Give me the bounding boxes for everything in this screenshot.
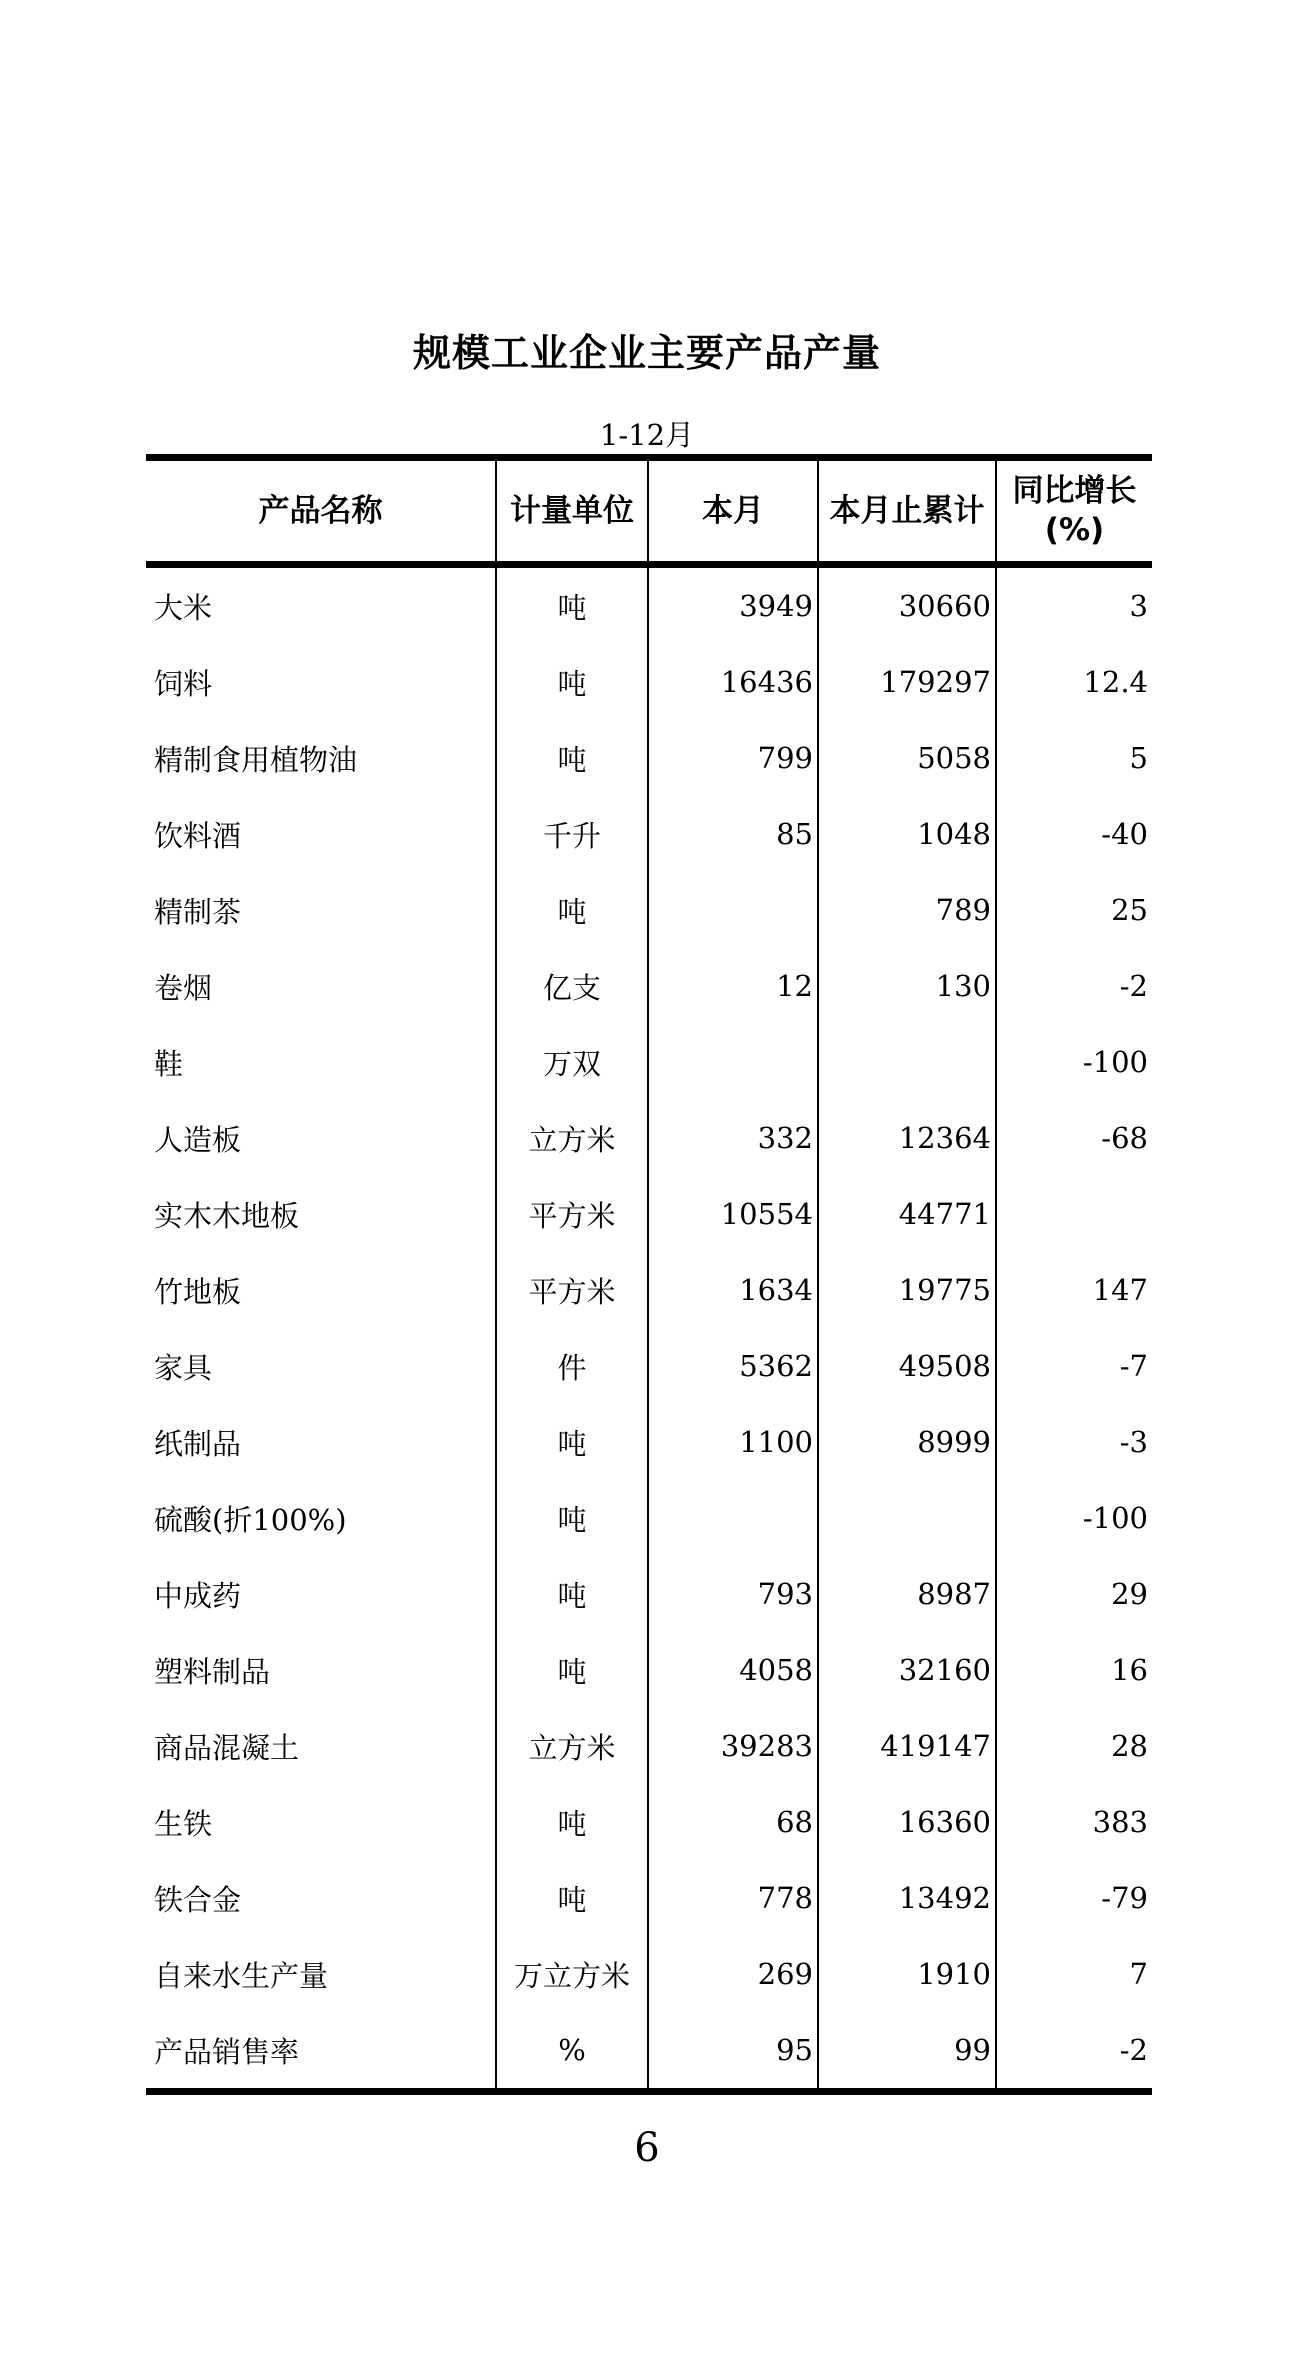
table-body bbox=[146, 565, 1152, 2092]
unit-cell: 吨 bbox=[496, 720, 648, 796]
cumulative-cell: 13492 bbox=[818, 1860, 996, 1936]
cumulative-cell: 49508 bbox=[818, 1328, 996, 1404]
product-name-cell: 精制食用植物油 bbox=[154, 742, 358, 777]
unit-cell: 千升 bbox=[496, 796, 648, 872]
product-name-cell: 生铁 bbox=[154, 1806, 213, 1841]
unit-cell: 万双 bbox=[496, 1024, 648, 1100]
yoy-growth-cell: 16 bbox=[996, 1632, 1152, 1708]
page-title: 规模工业企业主要产品产量 bbox=[412, 331, 881, 375]
this-month-cell: 793 bbox=[648, 1556, 818, 1632]
yoy-growth-cell bbox=[996, 1176, 1152, 1252]
unit-cell: % bbox=[496, 2012, 648, 2092]
table-row bbox=[146, 1252, 1152, 1328]
cumulative-cell: 30660 bbox=[818, 565, 996, 645]
cumulative-cell: 789 bbox=[818, 872, 996, 948]
unit-cell: 吨 bbox=[496, 644, 648, 720]
product-name-cell: 竹地板 bbox=[154, 1274, 242, 1309]
this-month-cell: 1100 bbox=[648, 1404, 818, 1480]
this-month-cell: 4058 bbox=[648, 1632, 818, 1708]
data-table bbox=[146, 454, 1152, 2095]
table-row bbox=[146, 1100, 1152, 1176]
product-name-cell: 铁合金 bbox=[154, 1882, 242, 1917]
product-name-cell: 卷烟 bbox=[154, 970, 213, 1005]
cumulative-cell bbox=[818, 1024, 996, 1100]
table-row bbox=[146, 1328, 1152, 1404]
unit-cell: 亿支 bbox=[496, 948, 648, 1024]
table-row bbox=[146, 948, 1152, 1024]
table-row bbox=[146, 644, 1152, 720]
yoy-growth-cell: 25 bbox=[996, 872, 1152, 948]
unit-cell: 吨 bbox=[496, 1480, 648, 1556]
cumulative-cell: 1048 bbox=[818, 796, 996, 872]
yoy-growth-cell: -3 bbox=[996, 1404, 1152, 1480]
yoy-growth-cell: 3 bbox=[996, 565, 1152, 645]
product-name-cell: 人造板 bbox=[154, 1122, 242, 1157]
cumulative-cell: 44771 bbox=[818, 1176, 996, 1252]
unit-cell: 平方米 bbox=[496, 1176, 648, 1252]
product-name-cell: 精制茶 bbox=[154, 894, 242, 929]
yoy-growth-cell: -100 bbox=[996, 1480, 1152, 1556]
table-row bbox=[146, 1024, 1152, 1100]
cumulative-cell: 8999 bbox=[818, 1404, 996, 1480]
unit-cell: 吨 bbox=[496, 1404, 648, 1480]
cumulative-cell: 5058 bbox=[818, 720, 996, 796]
cumulative-cell: 32160 bbox=[818, 1632, 996, 1708]
unit-cell: 吨 bbox=[496, 872, 648, 948]
product-name-cell: 实木木地板 bbox=[154, 1198, 300, 1233]
product-output-table bbox=[146, 454, 1152, 2095]
yoy-growth-cell: 28 bbox=[996, 1708, 1152, 1784]
this-month-cell: 269 bbox=[648, 1936, 818, 2012]
product-name-cell: 产品销售率 bbox=[146, 2012, 496, 2092]
table-row bbox=[146, 1480, 1152, 1556]
yoy-growth-cell: 29 bbox=[996, 1556, 1152, 1632]
table-row bbox=[146, 1176, 1152, 1252]
yoy-growth-cell: -2 bbox=[996, 948, 1152, 1024]
header-yoy-growth bbox=[996, 458, 1152, 565]
table-row bbox=[146, 1936, 1152, 2012]
yoy-growth-cell: -7 bbox=[996, 1328, 1152, 1404]
cumulative-cell: 99 bbox=[818, 2012, 996, 2092]
product-name-cell: 商品混凝土 bbox=[154, 1730, 300, 1765]
header-row bbox=[146, 458, 1152, 565]
this-month-cell: 12 bbox=[648, 948, 818, 1024]
page-number: 6 bbox=[634, 2125, 660, 2171]
product-name-cell: 中成药 bbox=[154, 1578, 242, 1613]
this-month-cell: 778 bbox=[648, 1860, 818, 1936]
unit-cell: 吨 bbox=[496, 1556, 648, 1632]
cumulative-cell: 16360 bbox=[818, 1784, 996, 1860]
table-row bbox=[146, 2012, 1152, 2092]
table-row bbox=[146, 565, 1152, 645]
table-row bbox=[146, 796, 1152, 872]
table-row bbox=[146, 1708, 1152, 1784]
product-name-cell: 纸制品 bbox=[154, 1426, 242, 1461]
yoy-growth-cell: 12.4 bbox=[996, 644, 1152, 720]
product-name-cell: 大米 bbox=[154, 590, 213, 625]
unit-cell: 平方米 bbox=[496, 1252, 648, 1328]
product-name-cell: 家具 bbox=[154, 1350, 213, 1385]
this-month-cell bbox=[648, 1024, 818, 1100]
cumulative-cell: 179297 bbox=[818, 644, 996, 720]
this-month-cell: 95 bbox=[648, 2012, 818, 2092]
yoy-growth-cell: 7 bbox=[996, 1936, 1152, 2012]
table-row bbox=[146, 720, 1152, 796]
this-month-cell: 85 bbox=[648, 796, 818, 872]
unit-cell: 吨 bbox=[496, 1632, 648, 1708]
header-unit: 计量单位 bbox=[496, 458, 648, 565]
table-row bbox=[146, 1556, 1152, 1632]
product-name-cell: 鞋 bbox=[154, 1046, 184, 1081]
cumulative-cell bbox=[818, 1480, 996, 1556]
this-month-cell: 10554 bbox=[648, 1176, 818, 1252]
product-name-cell: 饲料 bbox=[154, 666, 213, 701]
unit-cell: 吨 bbox=[496, 1784, 648, 1860]
this-month-cell: 68 bbox=[648, 1784, 818, 1860]
this-month-cell: 39283 bbox=[648, 1708, 818, 1784]
table-row bbox=[146, 872, 1152, 948]
unit-cell: 万立方米 bbox=[496, 1936, 648, 2012]
this-month-cell bbox=[648, 1480, 818, 1556]
table-row bbox=[146, 1784, 1152, 1860]
yoy-growth-cell: -40 bbox=[996, 796, 1152, 872]
yoy-growth-cell: -2 bbox=[996, 2012, 1152, 2092]
unit-cell: 件 bbox=[496, 1328, 648, 1404]
yoy-growth-cell: -68 bbox=[996, 1100, 1152, 1176]
yoy-growth-cell: -100 bbox=[996, 1024, 1152, 1100]
header-this-month: 本月 bbox=[648, 458, 818, 565]
product-name-cell: 硫酸(折100%) bbox=[154, 1502, 347, 1537]
this-month-cell: 5362 bbox=[648, 1328, 818, 1404]
yoy-growth-cell: 147 bbox=[996, 1252, 1152, 1328]
unit-cell: 立方米 bbox=[496, 1708, 648, 1784]
product-name-cell: 饮料酒 bbox=[154, 818, 242, 853]
this-month-cell: 3949 bbox=[648, 565, 818, 645]
header-cumulative: 本月止累计 bbox=[818, 458, 996, 565]
this-month-cell: 332 bbox=[648, 1100, 818, 1176]
cumulative-cell: 419147 bbox=[818, 1708, 996, 1784]
table-row bbox=[146, 1632, 1152, 1708]
this-month-cell: 1634 bbox=[648, 1252, 818, 1328]
this-month-cell bbox=[648, 872, 818, 948]
product-name-cell: 塑料制品 bbox=[154, 1654, 271, 1689]
cumulative-cell: 12364 bbox=[818, 1100, 996, 1176]
period-label: 1-12月 bbox=[599, 418, 695, 452]
header-yoy-growth-line2: (%) bbox=[1044, 512, 1105, 548]
this-month-cell: 799 bbox=[648, 720, 818, 796]
yoy-growth-cell: -79 bbox=[996, 1860, 1152, 1936]
header-product-name: 产品名称 bbox=[146, 458, 496, 565]
table-row bbox=[146, 1860, 1152, 1936]
unit-cell: 吨 bbox=[496, 565, 648, 645]
cumulative-cell: 130 bbox=[818, 948, 996, 1024]
cumulative-cell: 1910 bbox=[818, 1936, 996, 2012]
cumulative-cell: 19775 bbox=[818, 1252, 996, 1328]
product-name-cell: 自来水生产量 bbox=[154, 1958, 329, 1993]
yoy-growth-cell: 383 bbox=[996, 1784, 1152, 1860]
cumulative-cell: 8987 bbox=[818, 1556, 996, 1632]
header-yoy-growth-line1: 同比增长 bbox=[1012, 473, 1137, 510]
table-header bbox=[146, 458, 1152, 565]
yoy-growth-cell: 5 bbox=[996, 720, 1152, 796]
unit-cell: 立方米 bbox=[496, 1100, 648, 1176]
this-month-cell: 16436 bbox=[648, 644, 818, 720]
table-row bbox=[146, 1404, 1152, 1480]
unit-cell: 吨 bbox=[496, 1860, 648, 1936]
